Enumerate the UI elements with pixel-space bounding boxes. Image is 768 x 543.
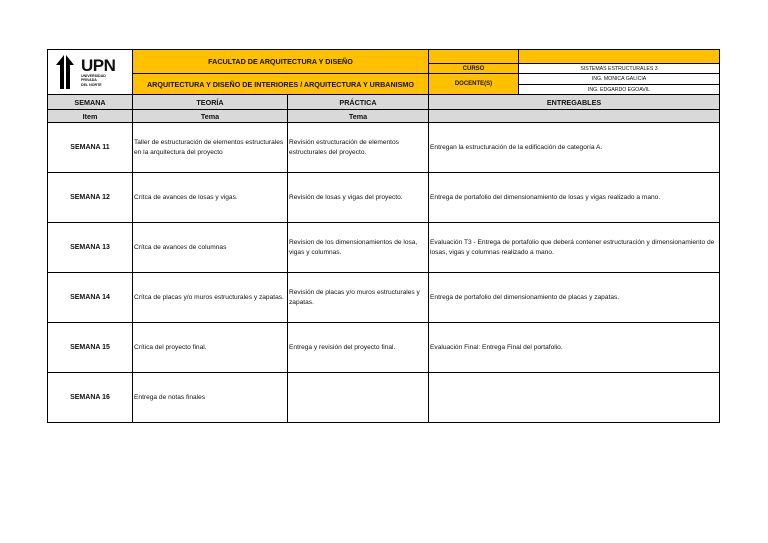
logo-sub-3: DEL NORTE	[81, 82, 102, 87]
logo-brand: UPN	[81, 56, 116, 76]
row-entregables: Evaluación T3 - Entrega de portafolio que deberá contener estructuración y dimensionamiento de losas, vigas y columnas realizado a mano.	[429, 223, 720, 273]
logo-sub-2: PRIVADA	[81, 78, 97, 83]
docente-2: ING. EDGARDO EGOAVIL	[519, 85, 720, 95]
row-teoria: Crítca de avances de losas y vigas.	[133, 173, 288, 223]
row-practica: Entrega y revisión del proyecto final.	[288, 323, 429, 373]
curso-label: CURSO	[429, 64, 519, 74]
table-row	[48, 323, 720, 373]
row-teoria: Entrega de notas finales	[133, 373, 288, 423]
col-teoria: TEORÍA	[133, 95, 288, 110]
col-entregables: ENTREGABLES	[429, 95, 720, 110]
upn-logo	[48, 52, 132, 92]
table-row	[48, 373, 720, 423]
program-title: ARQUITECTURA Y DISEÑO DE INTERIORES / ARQUITECTURA Y URBANISMO	[133, 74, 429, 95]
faculty-title: FACULTAD DE ARQUITECTURA Y DISEÑO	[133, 50, 429, 74]
row-teoria: Crítca de placas y/o muros estructurales y zapatas.	[133, 273, 288, 323]
table-row	[48, 223, 720, 273]
row-entregables: Entregan la estructuración de la edificación de categoría A.	[429, 123, 720, 173]
row-practica	[288, 373, 429, 423]
curso-value: SISTEMAS ESTRUCTURALES 3	[519, 64, 720, 74]
row-entregables	[429, 373, 720, 423]
row-teoria: Crítca de avances de columnas	[133, 223, 288, 273]
row-entregables: Evaluación Final: Entrega Final del portafolio.	[429, 323, 720, 373]
col-semana: SEMANA	[48, 95, 133, 110]
docente-1: ING. MONICA GALICIA	[519, 74, 720, 85]
row-semana: SEMANA 13	[48, 223, 133, 273]
logo-sub-1: UNIVERSIDAD	[81, 74, 106, 79]
row-semana: SEMANA 16	[48, 373, 133, 423]
col-tema-practica: Tema	[288, 110, 429, 123]
col-item: Item	[48, 110, 133, 123]
schedule-table	[47, 49, 720, 423]
header-blank-left	[429, 50, 519, 64]
logo-cell	[48, 50, 133, 95]
row-practica: Revisión de placas y/o muros estructurales y zapatas.	[288, 273, 429, 323]
table-row	[48, 273, 720, 323]
col-practica: PRÁCTICA	[288, 95, 429, 110]
row-semana: SEMANA 15	[48, 323, 133, 373]
col-entregables-sub	[429, 110, 720, 123]
row-practica: Revisión de losas y vigas del proyecto.	[288, 173, 429, 223]
docentes-label: DOCENTE(S)	[429, 74, 519, 95]
table-row	[48, 123, 720, 173]
row-semana: SEMANA 12	[48, 173, 133, 223]
row-entregables: Entrega de portafolio del dimensionamiento de placas y zapatas.	[429, 273, 720, 323]
table-row	[48, 173, 720, 223]
row-teoria: Crítica del proyecto final.	[133, 323, 288, 373]
header-blank-right	[519, 50, 720, 64]
row-semana: SEMANA 11	[48, 123, 133, 173]
row-semana: SEMANA 14	[48, 273, 133, 323]
row-entregables: Entrega de portafolio del dimensionamiento de losas y vigas realizado a mano.	[429, 173, 720, 223]
row-practica: Revisión estructuración de elementos estructurales del proyecto.	[288, 123, 429, 173]
row-teoria: Taller de estructuración de elementos estructurales en la arquitectura del proyecto	[133, 123, 288, 173]
col-tema-teoria: Tema	[133, 110, 288, 123]
upn-logo-icon	[56, 55, 78, 89]
row-practica: Revision de los dimensionamientos de losa, vigas y columnas.	[288, 223, 429, 273]
